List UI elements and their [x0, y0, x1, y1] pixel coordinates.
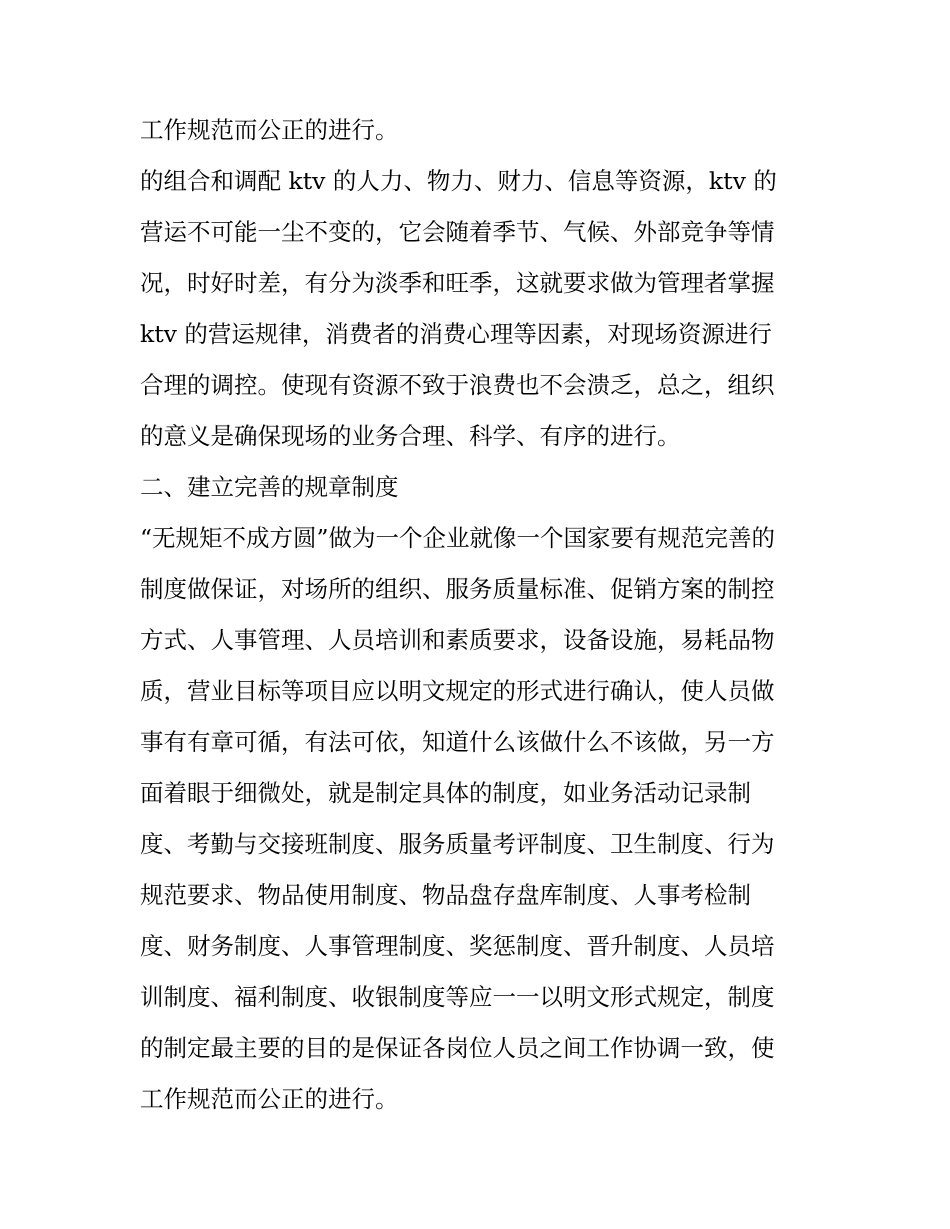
section-heading: 二、建立完善的规章制度 [140, 473, 399, 501]
text-line: 制度做保证，对场所的组织、服务质量标准、促销方案的制控 [140, 575, 775, 603]
text-line: “无规矩不成方圆”做为一个企业就像一个国家要有规范完善的 [140, 524, 776, 552]
text-line: 面着眼于细微处，就是制定具体的制度，如业务活动记录制 [140, 779, 751, 807]
text-line: 工作规范而公正的进行。 [140, 116, 399, 144]
text-line: 况，时好时差，有分为淡季和旺季，这就要求做为管理者掌握 [140, 269, 775, 297]
text-line: 训制度、福利制度、收银制度等应一一以明文形式规定，制度 [140, 983, 775, 1011]
text-line: 营运不可能一尘不变的，它会随着季节、气候、外部竞争等情 [140, 218, 775, 246]
text-line: 规范要求、物品使用制度、物品盘存盘库制度、人事考检制 [140, 881, 751, 909]
text-line: 的意义是确保现场的业务合理、科学、有序的进行。 [140, 422, 681, 450]
text-line: ktv 的营运规律，消费者的消费心理等因素，对现场资源进行 [140, 320, 772, 348]
text-line: 度、考勤与交接班制度、服务质量考评制度、卫生制度、行为 [140, 830, 775, 858]
text-line: 工作规范而公正的进行。 [140, 1085, 399, 1113]
text-line: 质，营业目标等项目应以明文规定的形式进行确认，使人员做 [140, 677, 775, 705]
text-line: 方式、人事管理、人员培训和素质要求，设备设施，易耗品物 [140, 626, 775, 654]
text-line: 的组合和调配 ktv 的人力、物力、财力、信息等资源，ktv 的 [140, 167, 777, 195]
text-line: 事有有章可循，有法可依，知道什么该做什么不该做，另一方 [140, 728, 775, 756]
text-line: 的制定最主要的目的是保证各岗位人员之间工作协调一致，使 [140, 1034, 775, 1062]
text-line: 度、财务制度、人事管理制度、奖惩制度、晋升制度、人员培 [140, 932, 775, 960]
text-line: 合理的调控。使现有资源不致于浪费也不会溃乏，总之，组织 [140, 371, 775, 399]
